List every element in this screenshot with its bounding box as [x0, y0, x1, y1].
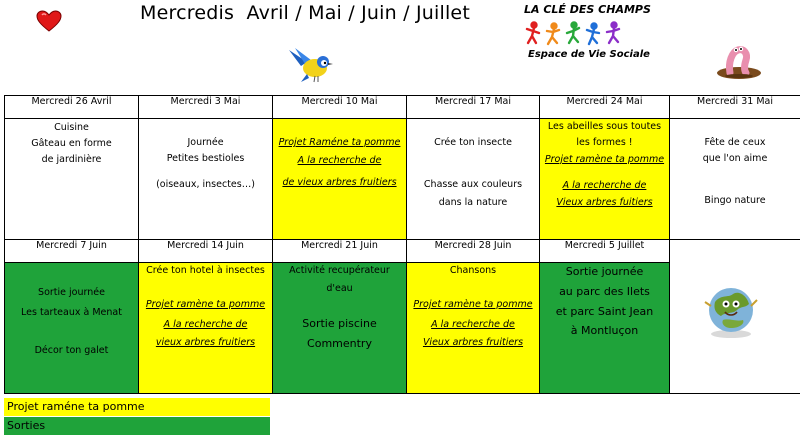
- activity-line: A la recherche de: [562, 179, 647, 191]
- activity-line: à Montluçon: [570, 324, 639, 338]
- activity-cell: [139, 119, 273, 240]
- header-row-2: [5, 240, 800, 263]
- activity-line: Crée ton insecte: [434, 137, 512, 148]
- activity-line: d'eau: [326, 282, 353, 294]
- activity-line: (oiseaux, insectes…): [156, 178, 255, 190]
- activity-line: Chasse aux couleurs: [423, 178, 523, 190]
- activity-line: Petites bestioles: [166, 152, 245, 164]
- activity-line: et parc Saint Jean: [555, 304, 654, 318]
- activity-line: Projet ramène ta pomme: [544, 153, 665, 165]
- activity-line: A la recherche de: [431, 318, 515, 330]
- activity-line: que l'on aime: [702, 152, 768, 164]
- date-header: Mercredi 28 Juin: [407, 240, 540, 263]
- activity-line: Fête de ceux: [704, 137, 766, 148]
- header-row-1: [5, 96, 800, 119]
- activity-line: Crée ton hotel à insectes: [146, 265, 265, 276]
- date-header: Mercredi 7 Juin: [5, 240, 139, 263]
- activity-line: Vieux arbres fuitiers: [556, 196, 653, 208]
- date-header: Mercredi 31 Mai: [670, 96, 800, 119]
- bird-icon: [287, 44, 335, 86]
- activity-line: A la recherche de: [163, 318, 248, 330]
- activity-line: Commentry: [307, 336, 372, 350]
- activity-line: Activité recupérateur: [289, 265, 390, 276]
- activity-line: dans la nature: [438, 196, 508, 208]
- activity-line: Sortie piscine: [302, 316, 377, 330]
- activity-line: Sortie journée: [38, 287, 105, 298]
- activity-line: Chansons: [449, 265, 497, 276]
- activity-line: Projet Raméne ta pomme: [278, 137, 401, 148]
- worm-icon: [714, 40, 764, 80]
- activity-cell: [273, 263, 407, 394]
- activity-cell: [540, 263, 670, 394]
- activity-cell: [5, 119, 139, 240]
- heart-icon: [36, 10, 62, 32]
- activity-line: Cuisine: [54, 122, 89, 133]
- date-header: Mercredi 26 Avril: [5, 96, 139, 119]
- activity-line: Vieux arbres fruitiers: [422, 336, 524, 348]
- date-header: Mercredi 24 Mai: [540, 96, 670, 119]
- activity-line: Journée: [187, 137, 224, 148]
- calendar-table: [4, 95, 800, 394]
- activity-cell: [670, 119, 800, 240]
- logo-subtitle: Espace de Vie Sociale: [528, 49, 650, 60]
- activity-line: au parc des Ilets: [559, 284, 650, 298]
- activity-cell: [407, 119, 540, 240]
- logo-name: LA CLÉ DES CHAMPS: [524, 3, 651, 16]
- activity-row-1: [5, 119, 800, 240]
- activity-cell: [407, 263, 540, 394]
- activity-line: Décor ton galet: [34, 344, 109, 356]
- activity-line: Gâteau en forme: [31, 137, 112, 149]
- activity-cell: [273, 119, 407, 240]
- activity-line: de vieux arbres fruitiers: [282, 176, 397, 188]
- activity-line: Les tarteaux à Menat: [21, 306, 122, 318]
- activity-cell: [5, 263, 139, 394]
- date-header: Mercredi 21 Juin: [273, 240, 407, 263]
- legend-outings: Sorties: [4, 417, 270, 435]
- running-figures-icon: [520, 21, 660, 47]
- activity-line: vieux arbres fruitiers: [155, 336, 256, 348]
- date-header: Mercredi 10 Mai: [273, 96, 407, 119]
- page-title: Mercredis Avril / Mai / Juin / Juillet: [140, 2, 470, 24]
- legend-project: Projet raméne ta pomme: [4, 398, 270, 416]
- date-header: Mercredi 14 Juin: [139, 240, 273, 263]
- activity-line: Sortie journée: [565, 265, 644, 278]
- activity-line: Les abeilles sous toutes: [547, 121, 662, 132]
- activity-cell: [540, 119, 670, 240]
- activity-line: Projet ramène ta pomme: [145, 298, 266, 310]
- activity-line: A la recherche de: [297, 154, 382, 166]
- date-header: Mercredi 3 Mai: [139, 96, 273, 119]
- activity-line: les formes !: [576, 136, 633, 148]
- activity-line: Bingo nature: [704, 194, 766, 206]
- date-header: Mercredi 5 Juillet: [540, 240, 670, 263]
- activity-line: Projet ramène ta pomme: [413, 298, 533, 310]
- activity-line: de jardinière: [41, 153, 102, 165]
- activity-cell: [139, 263, 273, 394]
- globe-icon: [703, 280, 759, 340]
- date-header: Mercredi 17 Mai: [407, 96, 540, 119]
